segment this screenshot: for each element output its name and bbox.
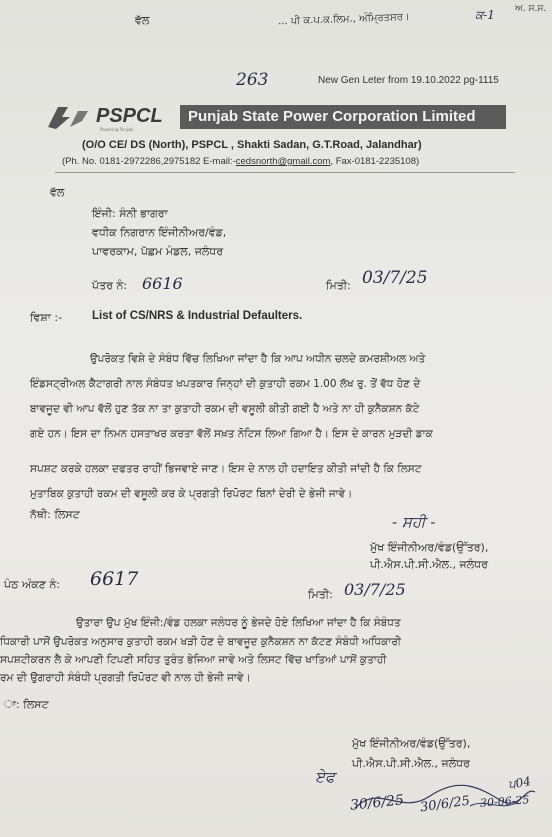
top-margin-note: ... ਪੀ ਕ.ਪ.ਕ.ਲਿਮ., ਅੰਮ੍ਰਿਤਸਰ। bbox=[277, 11, 410, 28]
signature-scrawl: - ਸਹੀ - bbox=[392, 513, 436, 531]
endorsement-date-value: 03/7/25 bbox=[344, 580, 406, 599]
fax-text: , Fax-0181-2235108) bbox=[330, 156, 420, 167]
signatory-2-office: ਪੀ.ਐਸ.ਪੀ.ਸੀ.ਐਲ., ਜਲੰਧਰ bbox=[352, 757, 470, 770]
body-line: ਮੁਤਾਬਿਕ ਕੁਤਾਹੀ ਰਕਮ ਦੀ ਵਸੂਲੀ ਕਰ ਕੇ ਪ੍ਰਗਤੀ ਰਿਪੋਰਟ ਬਿਨਾਂ ਦੇਰੀ ਦੇ ਭੇਜੀ ਜਾਵੇ। bbox=[30, 488, 353, 500]
subject-text: List of CS/NRS & Industrial Defaulters. bbox=[92, 310, 303, 322]
top-corner-note: ਅ. ਸ.ਸ. bbox=[515, 4, 547, 14]
logo-text: PSPCL bbox=[96, 105, 163, 127]
subject-label: ਵਿਸ਼ਾ :- bbox=[30, 311, 63, 324]
endorsement-label: ਪੰਠ ਅੰਕਣ ਨੰ: bbox=[4, 578, 61, 591]
top-right-number: ਕ-1 bbox=[475, 8, 495, 22]
office-address: (O/O CE/ DS (North), PSPCL , Shakti Sadan, G.T.Road, Jalandhar) bbox=[82, 139, 422, 151]
handwritten-date: 30-06-25 bbox=[479, 793, 530, 810]
memo-no-value: 6616 bbox=[142, 274, 183, 293]
endorsement-body-line: ਰਮ ਦੀ ਉਗਰਾਹੀ ਸੰਬੰਧੀ ਪ੍ਰਗਤੀ ਰਿਪੋਰਟ ਵੀ ਨਾਲ ਹੀ ਭੇਜੀ ਜਾਵੇ। bbox=[0, 672, 251, 684]
handwritten-ref-number: 263 bbox=[236, 70, 269, 90]
contact-line bbox=[62, 156, 419, 167]
body-line: ਉਪਰੋਕਤ ਵਿਸ਼ੇ ਦੇ ਸੰਬੰਧ ਵਿੱਚ ਲਿਖਿਆ ਜਾਂਦਾ ਹੈ ਕਿ ਆਪ ਅਧੀਨ ਚਲਦੇ ਕਮਰਸ਼ੀਅਲ ਅਤੇ bbox=[90, 353, 426, 365]
pspcl-emblem-icon bbox=[44, 103, 94, 131]
enclosure-1: ਨੱਥੀ: ਲਿਸਟ bbox=[30, 508, 80, 521]
body-line: ਗਏ ਹਨ। ਇਸ ਦਾ ਨਿਮਨ ਹਸਤਾਖਰ ਕਰਤਾ ਵੱਲੋਂ ਸਖ਼ਤ ਨੋਟਿਸ ਲਿਆ ਗਿਆ ਹੈ। ਇਸ ਦੇ ਕਾਰਨ ਮੁੜਦੀ ਡਾਕ bbox=[30, 428, 433, 440]
handwritten-date: 30/6/25 bbox=[419, 793, 471, 816]
endorsement-number: 6617 bbox=[90, 568, 139, 590]
signature-scribble-icon bbox=[350, 778, 540, 818]
endorsement-date-label: ਮਿਤੀ: bbox=[308, 588, 333, 601]
org-name: Punjab State Power Corporation Limited bbox=[188, 108, 476, 125]
endorsement-body-line: ਉਤਾਰਾ ਉਪ ਮੁੱਖ ਇੰਜੀ:/ਵੰਡ ਹਲਕਾ ਜਲੰਧਰ ਨੂੰ ਭੇਜਦੇ ਹੋਏ ਲਿਖਿਆ ਜਾਂਦਾ ਹੈ ਕਿ ਸੰਬੰਧਤ bbox=[76, 617, 401, 629]
recipient-name: ਇੰਜੀ: ਸੰਨੀ ਭਾਗਰਾ bbox=[92, 207, 168, 220]
memo-no-label: ਪੱਤਰ ਨੰ: bbox=[92, 279, 128, 292]
org-title-band bbox=[180, 105, 506, 129]
handwritten-date: 30/6/25 bbox=[349, 792, 405, 814]
top-margin-mark: ਵੱਲ bbox=[135, 14, 150, 27]
endorsement-body-line: ਧਿਕਾਰੀ ਪਾਸੋਂ ਉਪਰੋਕਤ ਅਨੁਸਾਰ ਕੁਤਾਹੀ ਰਕਮ ਖੜੀ ਹੋਣ ਦੇ ਬਾਵਜੂਦ ਕੁਨੈਕਸ਼ਨ ਨਾ ਕੱਟਣ ਸੰਬੰਧੀ ਅਧਿਕਾਰੀ bbox=[0, 636, 402, 648]
handwritten-mark: ਪ04 bbox=[506, 774, 532, 792]
letterhead-rule bbox=[55, 172, 515, 173]
body-line: ਸਪਸ਼ਟ ਕਰਕੇ ਹਲਕਾ ਦਫਤਰ ਰਾਹੀਂ ਭਿਜਵਾਏ ਜਾਣ। ਇਸ ਦੇ ਨਾਲ ਹੀ ਹਦਾਇਤ ਕੀਤੀ ਜਾਂਦੀ ਹੈ ਕਿ ਲਿਸਟ bbox=[30, 463, 422, 475]
to-label: ਵੱਲ bbox=[50, 186, 65, 199]
memo-date-value: 03/7/25 bbox=[362, 268, 428, 288]
email-link[interactable]: cedsnorth@gmail.com bbox=[235, 156, 331, 167]
signatory-2-designation: ਮੁੱਖ ਇੰਜੀਨੀਅਰ/ਵੰਡ(ਉੱਤਰ), bbox=[352, 737, 471, 750]
handwritten-note: ਏਫ bbox=[315, 768, 335, 786]
recipient-office: ਪਾਵਰਕਾਮ, ਪੱਛਮ ਮੰਡਲ, ਜਲੰਧਰ bbox=[92, 245, 224, 258]
gen-letter-ref: New Gen Leter from 19.10.2022 pg-1115 bbox=[318, 75, 499, 86]
recipient-designation: ਵਧੀਕ ਨਿਗਰਾਨ ਇੰਜੀਨੀਅਰ/ਵੰਡ, bbox=[92, 226, 227, 239]
logo-tagline: Powering Punjab bbox=[100, 127, 134, 132]
pspcl-logo bbox=[44, 103, 174, 131]
signatory-designation: ਮੁੱਖ ਇੰਜੀਨੀਅਰ/ਵੰਡ(ਉੱਤਰ), bbox=[370, 541, 489, 554]
enclosure-2: ਾ: ਲਿਸਟ bbox=[4, 698, 49, 711]
memo-date-label: ਮਿਤੀ: bbox=[326, 279, 351, 292]
body-line: ਇੰਡਸਟ੍ਰੀਅਲ ਕੈਟਾਗਰੀ ਨਾਲ ਸੰਬੰਧਤ ਖਪਤਕਾਰ ਜਿਨ੍ਹਾਂ ਦੀ ਕੁਤਾਹੀ ਰਕਮ 1.00 ਲੱਖ ਰੁ. ਤੋਂ ਵੱਧ ਹੋਣ ਦੇ bbox=[30, 378, 421, 390]
body-line: ਬਾਵਜੂਦ ਵੀ ਆਪ ਵੱਲੋਂ ਹੁਣ ਤੱਕ ਨਾ ਤਾ ਕੁਤਾਹੀ ਰਕਮ ਦੀ ਵਸੂਲੀ ਕੀਤੀ ਗਈ ਹੈ ਅਤੇ ਨਾ ਹੀ ਕੁਨੈਕਸ਼ਨ ਕੱਟੇ bbox=[30, 403, 420, 415]
endorsement-body-line: ਸਪਸ਼ਟੀਕਰਨ ਲੈ ਕੇ ਆਪਣੀ ਟਿਪਣੀ ਸਹਿਤ ਤੁਰੰਤ ਭੇਜਿਆ ਜਾਵੇ ਅਤੇ ਲਿਸਟ ਵਿੱਚ ਖਾਤਿਆਂ ਪਾਸੋਂ ਕੁਤਾਹੀ bbox=[0, 654, 387, 666]
phone-text: (Ph. No. 0181-2972286,2975182 E-mail:- bbox=[62, 156, 236, 167]
signatory-office: ਪੀ.ਐਸ.ਪੀ.ਸੀ.ਐਲ., ਜਲੰਧਰ bbox=[370, 558, 488, 571]
